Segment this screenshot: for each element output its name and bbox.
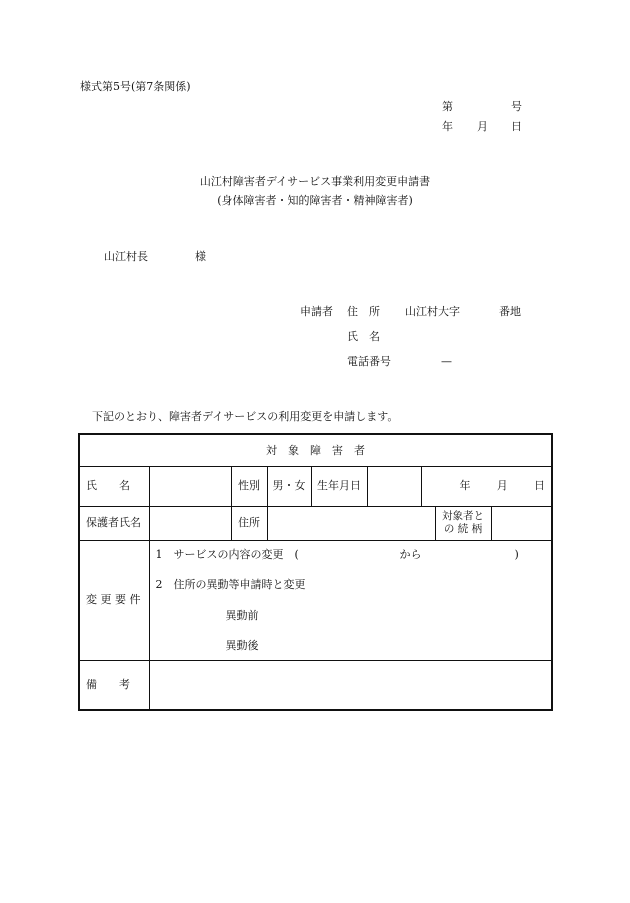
applicant-name-label: 氏 名 [347,330,380,343]
date-year: 年 [442,120,453,133]
after-move-label: 異動後 [225,638,259,652]
remarks-field[interactable] [149,660,552,710]
remarks-label: 備 考 [79,660,149,710]
section-header: 対 象 障 害 者 [79,434,552,466]
name-row [79,466,552,506]
change-item-1: 1 サービスの内容の変更 ( [155,547,299,561]
gender-options[interactable]: 男・女 [267,466,311,506]
change-item-1-close: ) [514,547,519,561]
document-subtitle: (身体障害者・知的障害者・精神障害者) [217,194,413,207]
date-month: 月 [477,120,488,133]
doc-number-suffix: 号 [511,100,522,113]
name-field[interactable] [149,466,231,506]
section-header-row [79,434,552,466]
relation-label-line2: の 続 柄 [443,523,483,535]
application-table [78,433,553,711]
change-details[interactable] [149,540,552,660]
birth-date-blank[interactable] [367,466,421,506]
applicant-banchi: 番地 [499,305,521,318]
relation-field[interactable] [491,506,552,540]
change-item-2: 2 住所の異動等申請時と変更 [155,577,306,591]
relation-label [435,506,491,540]
address-label: 住所 [231,506,267,540]
applicant-address-label: 住 所 [347,305,380,318]
birth-day-label: 日 [534,479,546,493]
applicant-address-value: 山江村大字 [405,305,460,318]
change-row [79,540,552,660]
applicant-phone-label: 電話番号 [347,355,391,368]
gender-label: 性別 [231,466,267,506]
doc-number-prefix: 第 [442,100,453,113]
change-item-1-from: から [399,547,422,561]
relation-label-line1: 対象者と [442,509,484,522]
addressee-name: 山江村長 [104,250,148,263]
birth-month-label: 月 [496,479,508,493]
date-day: 日 [511,120,522,133]
guardian-field[interactable] [149,506,231,540]
name-label: 氏 名 [79,466,149,506]
remarks-row [79,660,552,710]
change-label: 変 更 要 件 [79,540,149,660]
intro-text: 下記のとおり、障害者デイサービスの利用変更を申請します。 [92,410,399,423]
birth-date-field[interactable] [421,466,552,506]
birth-year-label: 年 [459,479,471,493]
address-field[interactable] [267,506,435,540]
form-number: 様式第5号(第7条関係) [80,80,191,93]
applicant-phone-separator: — [441,355,452,368]
guardian-row [79,506,552,540]
guardian-label: 保護者氏名 [79,506,149,540]
birth-date-label: 生年月日 [311,466,367,506]
addressee-honorific: 様 [195,250,206,263]
document-title: 山江村障害者デイサービス事業利用変更申請書 [199,175,431,188]
applicant-role: 申請者 [300,305,333,318]
before-move-label: 異動前 [225,608,259,622]
